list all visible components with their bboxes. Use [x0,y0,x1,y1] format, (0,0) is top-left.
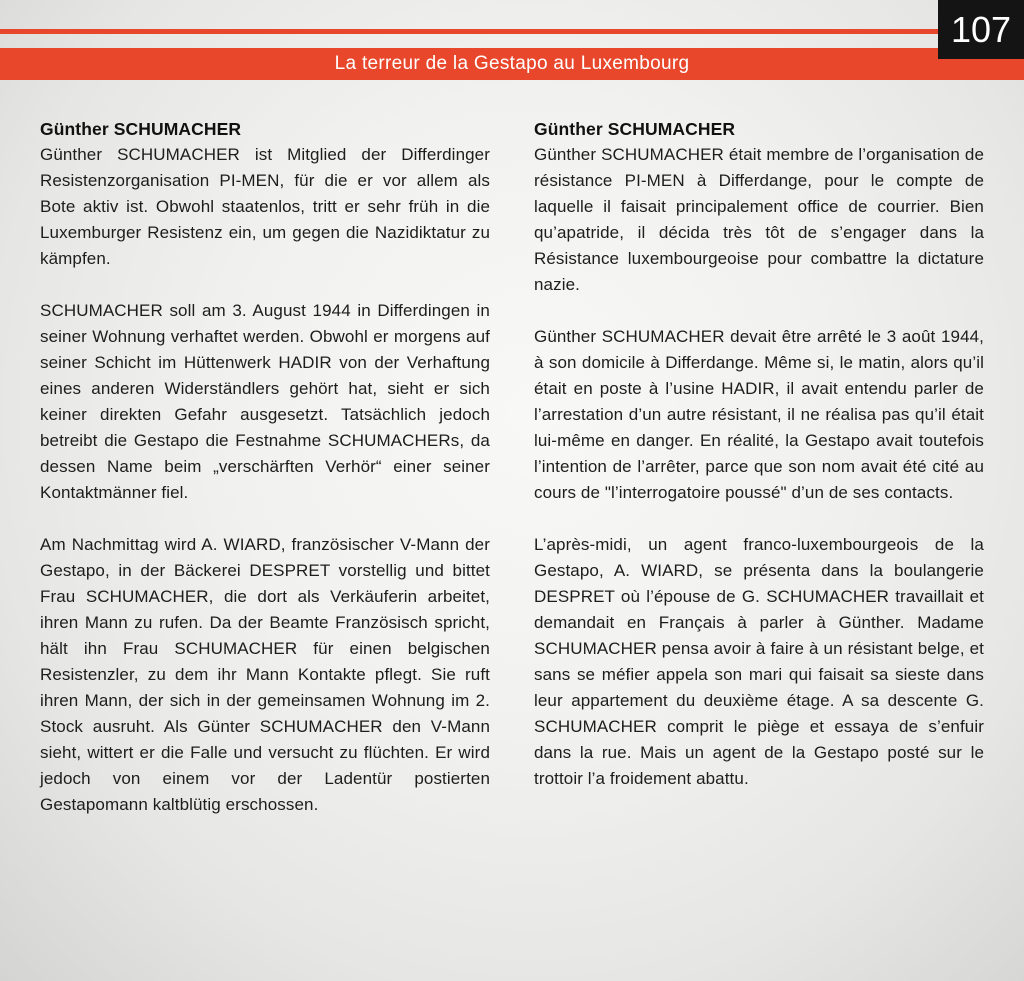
page-number: 107 [950,8,1012,50]
french-column [534,116,984,818]
text-columns [40,116,984,818]
page-header-title: La terreur de la Gestapo au Luxembourg [334,53,690,74]
german-paragraph-3: Am Nachmittag wird A. WIARD, französischer V-Mann der Gestapo, in der Bäckerei DESPRET vorstellig und bittet Frau SCHUMACHER, die dort als Verkäuferin arbeitet, ihren Mann zu rufen. Da der Beamte Französisch spricht, hält ihn Frau SCHUMACHER für einen belgischen Resistenzler, zu dem ihr Mann Kontakte pflegt. Sie ruft ihren Mann, der sich in der gemeinsamen Wohnung im 2. Stock ausruht. Als Günter SCHUMACHER den V-Mann sieht, wittert er die Falle und versucht zu flüchten. Er wird jedoch von einem vor der Ladentür postierten Gestapomann kaltblütig erschossen. [40,535,490,814]
german-paragraph-2: SCHUMACHER soll am 3. August 1944 in Differdingen in seiner Wohnung verhaftet werden. Obwohl er morgens auf seiner Schicht im Hüttenwerk HADIR von der Verhaftung eines anderen Widerständlers gehört hat, sieht er sich keiner direkten Gefahr ausgesetzt. Tatsächlich jedoch betreibt die Gestapo die Festnahme SCHUMACHERs, da dessen Name beim „verschärften Verhör“ einer seiner Kontaktmänner fiel. [40,301,490,502]
french-paragraph-3: L’après-midi, un agent franco-luxembourgeois de la Gestapo, A. WIARD, se présenta dans la boulangerie DESPRET où l’épouse de G. SCHUMACHER travaillait et demandait en Français à parler à Günther. Madame SCHUMACHER pensa avoir à faire à un résistant belge, et sans se méfier appela son mari qui faisait sa sieste dans leur appartement du deuxième étage. A sa descente G. SCHUMACHER comprit le piège et essaya de s’enfuir dans la rue. Mais un agent de la Gestapo posté sur le trottoir l’a froidement abattu. [534,535,984,788]
column-heading-french: Günther SCHUMACHER [534,119,736,139]
page-number-box [938,0,1024,59]
header-bar [0,48,1024,80]
french-paragraph-1: Günther SCHUMACHER était membre de l’organisation de résistance PI-MEN à Differdange, pour le compte de laquelle il faisait principalement office de courrier. Bien qu’apatride, il décida très tôt de s’engager dans la Résistance luxembourgeoise pour combattre la dictature nazie. [534,145,984,294]
german-paragraph-1: Günther SCHUMACHER ist Mitglied der Differdinger Resistenzorganisation PI-MEN, für die er vor allem als Bote aktiv ist. Obwohl staatenlos, tritt er sehr früh in die Luxemburger Resistenz ein, um gegen die Nazidiktatur zu kämpfen. [40,145,490,268]
french-paragraph-2: Günther SCHUMACHER devait être arrêté le 3 août 1944, à son domicile à Differdange. Même si, le matin, alors qu’il était en poste à l’usine HADIR, il avait entendu parler de l’arrestation d’un autre résistant, il ne réalisa pas qu’il était lui-même en danger. En réalité, la Gestapo avait toutefois l’intention de l’arrêter, parce que son nom avait été cité au cours de "l’interrogatoire poussé" d’un de ses contacts. [534,327,984,502]
top-red-rule [0,29,1024,34]
column-heading-german: Günther SCHUMACHER [40,119,242,139]
german-column [40,116,490,818]
